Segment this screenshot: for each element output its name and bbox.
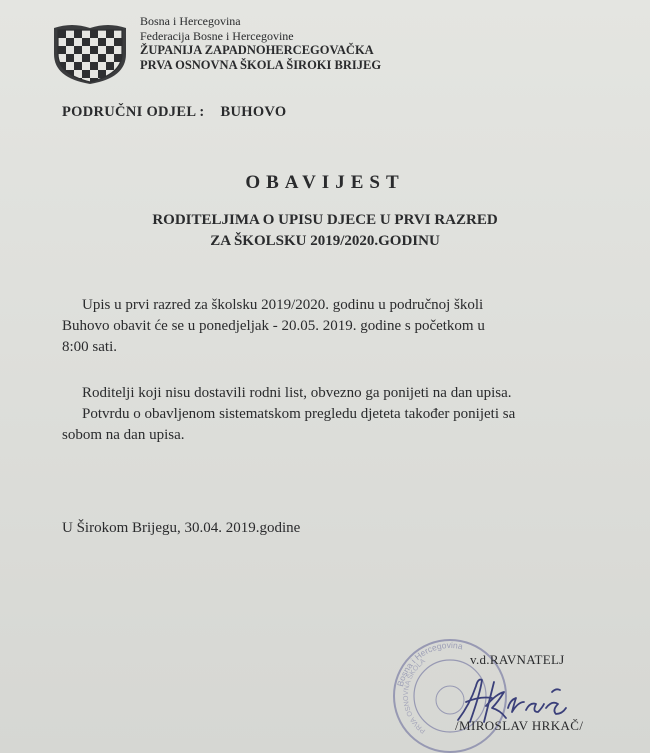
document-title: OBAVIJEST xyxy=(245,172,405,193)
signatory-role: v.d.RAVNATELJ xyxy=(470,652,565,667)
department-value: BUHOVO xyxy=(220,104,287,120)
institution-header xyxy=(140,14,381,72)
subtitle-line-1: RODITELJIMA O UPISU DJECE U PRVI RAZRED xyxy=(152,212,498,228)
paragraph-line: sobom na dan upisa. xyxy=(62,427,185,443)
department-line xyxy=(62,104,286,121)
header-federation: Federacija Bosne i Hercegovine xyxy=(140,28,294,43)
paragraph-line: Buhovo obavit će se u ponedjeljak - 20.05. 2019. godine s početkom u xyxy=(62,318,485,334)
place-and-date: U Širokom Brijegu, 30.04. 2019.godine xyxy=(62,520,301,536)
paragraph-line: Roditelji koji nisu dostavili rodni list, obvezno ga ponijeti na dan upisa. xyxy=(82,385,512,401)
header-country: Bosna i Hercegovina xyxy=(140,14,241,28)
coat-of-arms-icon xyxy=(52,22,128,84)
document-subtitle xyxy=(0,210,650,252)
department-label: PODRUČNI ODJEL : xyxy=(62,104,205,120)
enrollment-paragraph xyxy=(62,295,582,358)
paragraph-line: Potvrdu o obavljenom sistematskom pregledu djeteta također ponijeti sa xyxy=(82,406,516,422)
signatory-name: /MIROSLAV HRKAČ/ xyxy=(455,718,584,733)
svg-text:Bosna i Hercegovina: Bosna i Hercegovina xyxy=(395,639,464,688)
paragraph-line: 8:00 sati. xyxy=(62,339,117,355)
svg-text:PRVA OSNOVNA ŠKOLA: PRVA OSNOVNA ŠKOLA xyxy=(402,657,427,735)
documents-paragraph xyxy=(62,383,582,446)
header-school: PRVA OSNOVNA ŠKOLA ŠIROKI BRIJEG xyxy=(140,57,382,72)
header-county: ŽUPANIJA ZAPADNOHERCEGOVAČKA xyxy=(140,43,374,57)
subtitle-line-2: ZA ŠKOLSKU 2019/2020.GODINU xyxy=(210,233,440,249)
paragraph-line: Upis u prvi razred za školsku 2019/2020. godinu u područnoj školi xyxy=(82,297,484,313)
